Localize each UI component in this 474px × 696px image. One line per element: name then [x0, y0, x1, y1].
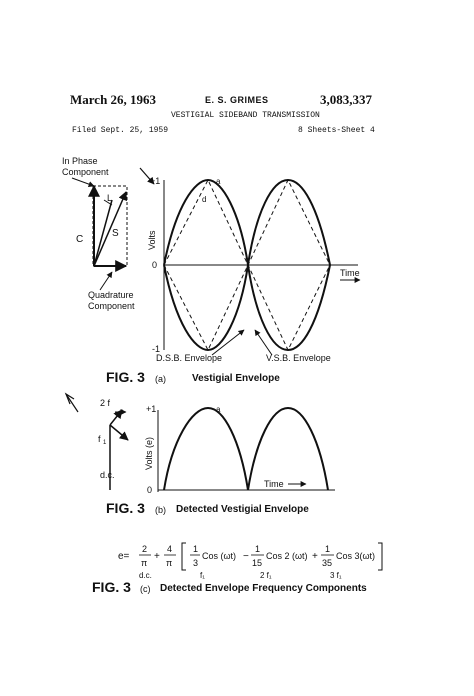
inventor-name: E. S. GRIMES [205, 95, 269, 105]
eq-t3-num: 1 [325, 544, 331, 554]
label-2f: 2 f [100, 398, 111, 408]
fig3a-sub: (a) [155, 374, 166, 384]
fig3b-caption: Detected Vestigial Envelope [176, 504, 309, 515]
label-a-3b: a [216, 405, 221, 414]
label-dc-3b: d.c. [100, 470, 115, 480]
y-axis-label-3b: Volts (e) [144, 436, 154, 470]
eq-under-dc: d.c. [139, 571, 152, 580]
y-bottom-label-3a: -1 [152, 344, 161, 354]
fig3c-sub: (c) [140, 584, 151, 594]
patent-date: March 26, 1963 [70, 92, 157, 107]
eq-t3-cos: Cos 3(ωt) [336, 551, 376, 561]
eq-frac2-num: 4 [167, 544, 173, 554]
sheet-number: 8 Sheets-Sheet 4 [298, 126, 375, 135]
eq-lhs: e= [118, 551, 130, 562]
patent-title: VESTIGIAL SIDEBAND TRANSMISSION [171, 111, 320, 120]
y-top-label-3b: +1 [146, 404, 157, 414]
eq-plus: + [154, 551, 160, 562]
quadrature-label: Quadrature [88, 290, 134, 300]
eq-t2-cos: Cos 2 (ωt) [266, 551, 308, 561]
eq-minus: − [243, 551, 249, 562]
y-zero-label-3a: 0 [152, 260, 158, 270]
quadrature-label-2: Component [88, 301, 135, 311]
patent-number: 3,083,337 [320, 92, 372, 107]
detected-envelope [164, 408, 328, 490]
vsb-envelope-upper [164, 180, 330, 265]
label-s: S [112, 228, 119, 239]
in-phase-label: In Phase [62, 156, 98, 166]
phasor-diagram [62, 156, 135, 311]
fig3c [92, 579, 367, 595]
eq-t3-den: 35 [322, 558, 333, 568]
eq-frac1-den: π [141, 558, 148, 568]
fig3c-caption: Detected Envelope Frequency Components [160, 583, 367, 594]
fig3a-caption: Vestigial Envelope [192, 373, 280, 384]
label-d-3a: d [202, 195, 207, 204]
eq-frac2-den: π [166, 558, 173, 568]
y-zero-label-3b: 0 [147, 485, 153, 495]
x-axis-label-3b: Time [264, 479, 284, 489]
eq-under-3f1: 3 f₁ [330, 571, 342, 580]
x-axis-label-3a: Time [340, 268, 360, 278]
eq-frac1-num: 2 [142, 544, 148, 554]
fig3b [66, 394, 335, 516]
eq-t2-num: 1 [255, 544, 261, 554]
fig3b-label: FIG. 3 [106, 500, 145, 516]
eq-under-f1: f₁ [200, 571, 205, 580]
eq-plus2: + [312, 551, 318, 562]
fig3c-equation [118, 543, 382, 580]
vsb-envelope-lower [164, 265, 330, 350]
eq-t2-den: 15 [252, 558, 263, 568]
vsb-label: V.S.B. Envelope [266, 353, 331, 363]
y-top-label-3a: +1 [150, 176, 161, 186]
y-axis-label-3a: Volts [147, 230, 157, 250]
dsb-label: D.S.B. Envelope [156, 353, 223, 363]
eq-t1-den: 3 [193, 558, 199, 568]
eq-t1-cos: Cos (ωt) [202, 551, 237, 561]
eq-t1-num: 1 [193, 544, 199, 554]
label-f1: f [98, 434, 101, 444]
label-c: C [76, 234, 84, 245]
label-f1-sub: 1 [103, 440, 107, 446]
fig3b-sub: (b) [155, 505, 166, 515]
fig3a [62, 156, 360, 385]
label-l: L [107, 193, 113, 203]
filed-date: Filed Sept. 25, 1959 [72, 126, 169, 135]
in-phase-label-2: Component [62, 167, 109, 177]
fig3c-label: FIG. 3 [92, 579, 131, 595]
label-a-3a: a [216, 177, 221, 186]
fig3a-label: FIG. 3 [106, 369, 145, 385]
eq-under-2f1: 2 f₁ [260, 571, 272, 580]
